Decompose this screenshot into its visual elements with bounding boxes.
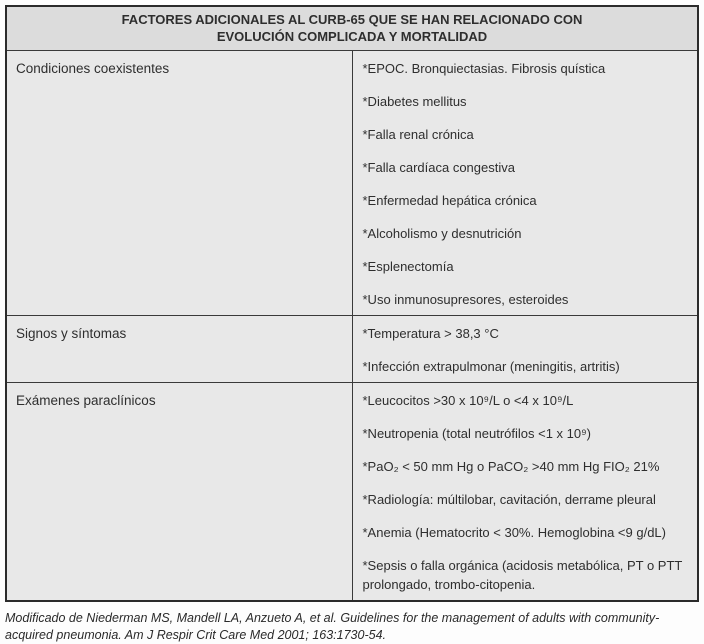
- list-item: *Esplenectomía: [362, 259, 454, 274]
- table-row-signs-symptoms: [6, 316, 698, 383]
- list-item: *Sepsis o falla orgánica (acidosis metabólica, PT o PTT prolongado, trombo-citopenia.: [362, 558, 683, 592]
- list-item: *Radiología: múltilobar, cavitación, derrame pleural: [362, 492, 656, 507]
- list-item: *Infección extrapulmonar (meningitis, artritis): [362, 359, 620, 374]
- list-item: *Falla cardíaca congestiva: [362, 160, 515, 175]
- list-item: *Enfermedad hepática crónica: [362, 193, 537, 208]
- table-title-line2: EVOLUCIÓN COMPLICADA Y MORTALIDAD: [216, 29, 488, 44]
- row-category-label: Signos y síntomas: [6, 316, 352, 383]
- list-item: *Leucocitos >30 x 10⁹/L o <4 x 10⁹/L: [362, 393, 574, 408]
- table-header-row: [6, 6, 698, 51]
- list-item: *Alcoholismo y desnutrición: [362, 226, 522, 241]
- list-item: *Temperatura > 38,3 °C: [362, 326, 499, 341]
- row-category-label: Condiciones coexistentes: [6, 51, 352, 316]
- table-title-line1: FACTORES ADICIONALES AL CURB-65 QUE SE HAN RELACIONADO CON: [121, 12, 583, 27]
- table-row-coexisting-conditions: [6, 51, 698, 316]
- citation-footnote: Modificado de Niederman MS, Mandell LA, Anzueto A, et al. Guidelines for the management of adults with community-acquired pneumonia. Am J Respir Crit Care Med 2001; 163:1730-54.: [5, 611, 660, 642]
- table-row-paraclinical-exams: [6, 383, 698, 602]
- list-item: *Neutropenia (total neutrófilos <1 x 10⁹): [362, 426, 592, 441]
- row-items: [352, 316, 698, 383]
- table-title: [6, 6, 698, 51]
- list-item: *Falla renal crónica: [362, 127, 474, 142]
- row-category-label: Exámenes paraclínicos: [6, 383, 352, 602]
- list-item: *PaO₂ < 50 mm Hg o PaCO₂ >40 mm Hg FIO₂ 21%: [362, 459, 660, 474]
- row-items: [352, 383, 698, 602]
- list-item: *Diabetes mellitus: [362, 94, 467, 109]
- list-item: *Anemia (Hematocrito < 30%. Hemoglobina <9 g/dL): [362, 525, 666, 540]
- curb65-factors-table: [5, 5, 699, 602]
- list-item: *Uso inmunosupresores, esteroides: [362, 292, 569, 307]
- list-item: *EPOC. Bronquiectasias. Fibrosis quística: [362, 61, 606, 76]
- row-items: [352, 51, 698, 316]
